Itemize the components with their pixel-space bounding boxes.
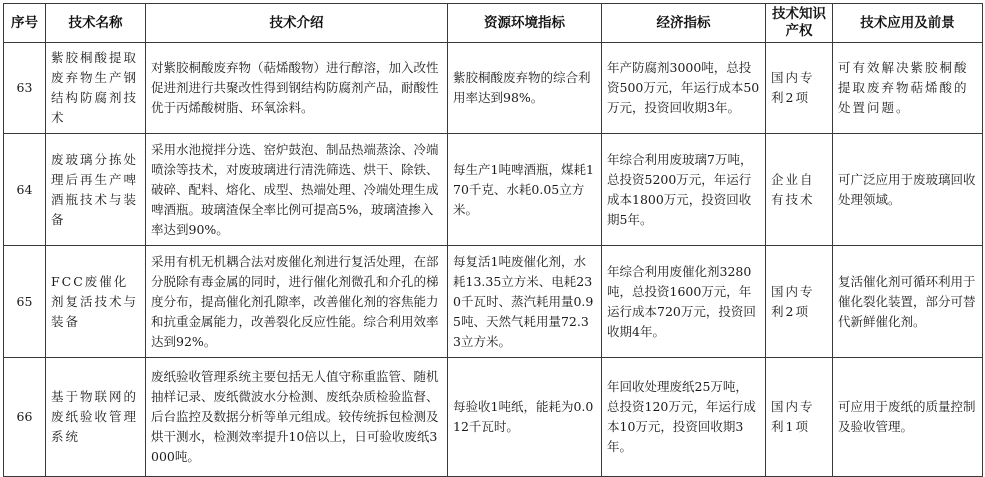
technology-name-cell: 基于物联网的废纸验收管理系统	[46, 358, 146, 477]
prospect-cell: 复活催化剂可循环利用于催化裂化装置，部分可替代新鲜催化剂。	[833, 246, 983, 358]
serial-number-cell: 65	[4, 246, 46, 358]
header-intellectual-property: 技术知识产权	[766, 4, 833, 43]
technology-intro-cell: 采用有机无机耦合法对废催化剂进行复活处理，在部分脱除有毒金属的同时，进行催化剂微孔和介孔的梯度分布，提高催化剂孔隙率，改善催化剂的容焦能力和抗重金属能力，改善裂化反应性能。综合利用效率达到92%。	[146, 246, 448, 358]
serial-number-cell: 63	[4, 43, 46, 134]
header-technology-name: 技术名称	[46, 4, 146, 43]
resource-indicator-cell: 每生产1吨啤酒瓶，煤耗170千克、水耗0.05立方米。	[448, 134, 602, 246]
technology-intro-cell: 对紫胶桐酸废弃物（萜烯酸物）进行醇溶，加入改性促进剂进行共聚改性得到钢结构防腐剂产品，耐酸性优于丙烯酸树脂、环氧涂料。	[146, 43, 448, 134]
prospect-cell: 可应用于废纸的质量控制及验收管理。	[833, 358, 983, 477]
prospect-cell: 可广泛应用于废玻璃回收处理领域。	[833, 134, 983, 246]
header-resource-environment-indicator: 资源环境指标	[448, 4, 602, 43]
table-row	[4, 43, 983, 134]
ip-cell: 国内专利1项	[766, 358, 833, 477]
economic-indicator-cell: 年产防腐剂3000吨，总投资500万元，年运行成本50万元，投资回收期3年。	[602, 43, 766, 134]
technology-intro-cell: 废纸验收管理系统主要包括无人值守称重监管、随机抽样记录、废纸微波水分检测、废纸杂质检验监督、后台监控及数据分析等单元组成。较传统拆包检测及烘干测水，检测效率提升10倍以上，日可验收废纸3000吨。	[146, 358, 448, 477]
resource-indicator-cell: 紫胶桐酸废弃物的综合利用率达到98%。	[448, 43, 602, 134]
resource-indicator-cell: 每复活1吨废催化剂，水耗13.35立方米、电耗230千瓦时、蒸汽耗用量0.95吨、天然气耗用量72.33立方米。	[448, 246, 602, 358]
technology-table	[3, 3, 983, 477]
technology-intro-cell: 采用水池搅拌分选、窑炉鼓泡、制品热端蒸涂、冷端喷涂等技术，对废玻璃进行清洗筛选、烘干、除铁、破碎、配料、熔化、成型、热端处理、冷端处理生成啤酒瓶。玻璃渣保全率比例可提高5%，玻璃渣掺入率达到90%。	[146, 134, 448, 246]
header-application-prospect: 技术应用及前景	[833, 4, 983, 43]
ip-cell: 企业自有技术	[766, 134, 833, 246]
economic-indicator-cell: 年综合利用废催化剂3280吨，总投资1600万元，年运行成本720万元，投资回收期4年。	[602, 246, 766, 358]
economic-indicator-cell: 年回收处理废纸25万吨，总投资120万元，年运行成本10万元，投资回收期3年。	[602, 358, 766, 477]
technology-name-cell: FCC废催化剂复活技术与装备	[46, 246, 146, 358]
resource-indicator-cell: 每验收1吨纸，能耗为0.012千瓦时。	[448, 358, 602, 477]
header-technology-intro: 技术介绍	[146, 4, 448, 43]
header-economic-indicator: 经济指标	[602, 4, 766, 43]
technology-name-cell: 废玻璃分拣处理后再生产啤酒瓶技术与装备	[46, 134, 146, 246]
ip-cell: 国内专利2项	[766, 246, 833, 358]
header-row	[4, 4, 983, 43]
ip-cell: 国内专利2项	[766, 43, 833, 134]
serial-number-cell: 64	[4, 134, 46, 246]
technology-name-cell: 紫胶桐酸提取废弃物生产钢结构防腐剂技术	[46, 43, 146, 134]
economic-indicator-cell: 年综合利用废玻璃7万吨，总投资5200万元，年运行成本1800万元，投资回收期5年。	[602, 134, 766, 246]
table-row	[4, 134, 983, 246]
prospect-cell: 可有效解决紫胶桐酸提取废弃物萜烯酸的处置问题。	[833, 43, 983, 134]
table-row	[4, 246, 983, 358]
table-row	[4, 358, 983, 477]
header-serial-number: 序号	[4, 4, 46, 43]
serial-number-cell: 66	[4, 358, 46, 477]
